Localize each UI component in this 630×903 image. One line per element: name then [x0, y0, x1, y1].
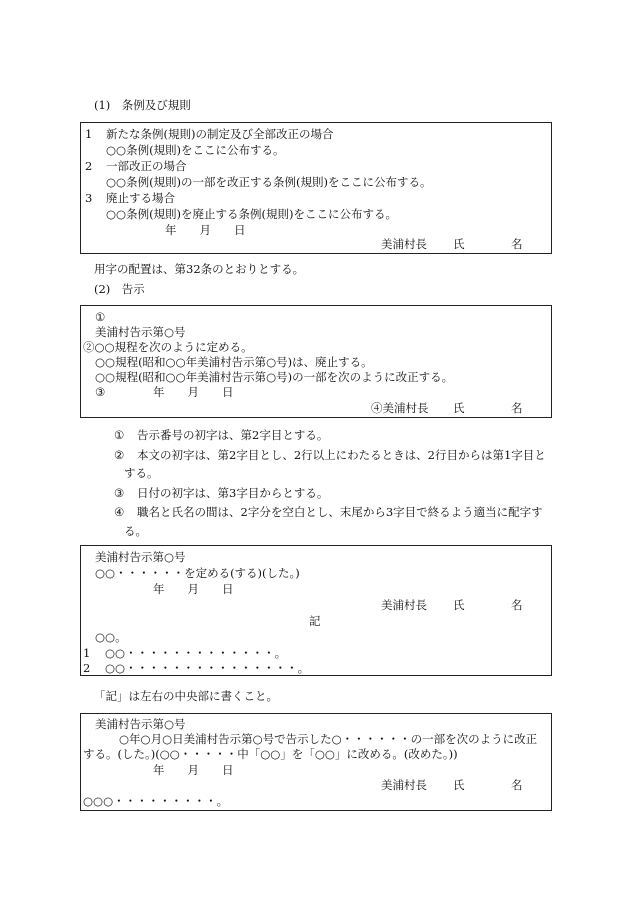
- notice-line-1: ②○○規程を次のように定める。: [83, 340, 253, 354]
- example-signer-given: 名: [511, 598, 523, 612]
- amendment-last-line: ○○○・・・・・・・・・。: [83, 794, 229, 808]
- section2-heading: (2) 告示: [94, 282, 145, 296]
- amendment-date: 年 月 日: [153, 763, 234, 777]
- notice-signer-surname: 氏: [453, 401, 465, 415]
- signer-name-given: 名: [511, 237, 523, 251]
- example-item-2: ○○・・・・・・・・・・・・・・・。: [105, 661, 310, 675]
- item1-number: 1: [85, 127, 93, 141]
- marker-1: ①: [95, 310, 106, 324]
- rule-2-number: ②: [114, 448, 125, 462]
- notice-example-box: [80, 545, 552, 676]
- item1-body: ○○条例(規則)をここに公布する。: [106, 143, 285, 157]
- example-signer-title: 美浦村長: [381, 598, 427, 612]
- notice-date: 年 月 日: [153, 385, 234, 399]
- notice-number: 美浦村告示第○号: [95, 325, 186, 339]
- notice-box: [80, 305, 552, 418]
- item1-title: 新たな条例(規則)の制定及び全部改正の場合: [106, 127, 334, 141]
- rule-4-text: 職名と氏名の間は、2字分を空白とし、末尾から3字目で終るよう適当に配字す: [137, 505, 543, 519]
- section1-heading: (1) 条例及び規則: [94, 98, 191, 112]
- example-item-1: ○○・・・・・・・・・・・・・。: [105, 646, 287, 660]
- example-date: 年 月 日: [153, 582, 234, 596]
- notice-signer-title: ④美浦村長: [371, 401, 429, 415]
- ki-label: 記: [309, 614, 321, 628]
- rule-3-number: ③: [114, 486, 125, 500]
- example-number: 美浦村告示第○号: [95, 550, 186, 564]
- amendment-body-1: ○年○月○日美浦村告示第○号で告示した○・・・・・・の一部を次のように改正: [119, 732, 538, 746]
- example-item-1-number: 1: [83, 646, 91, 660]
- amendment-signer-surname: 氏: [453, 778, 465, 792]
- amendment-signer-given: 名: [511, 778, 523, 792]
- notice-line-3: ○○規程(昭和○○年美浦村告示第○号)の一部を次のように改正する。: [95, 370, 454, 384]
- rule-2-continuation: する。: [124, 466, 159, 480]
- date-line: 年 月 日: [165, 223, 246, 237]
- amendment-notice-box: [80, 713, 552, 811]
- signer-name-surname: 氏: [453, 237, 465, 251]
- item2-body: ○○条例(規則)の一部を改正する条例(規則)をここに公布する。: [106, 175, 432, 189]
- example-title: ○○・・・・・・を定める(する)(した。): [95, 566, 300, 580]
- layout-note: 用字の配置は、第32条のとおりとする。: [94, 262, 305, 276]
- rule-1-text: 告示番号の初字は、第2字目とする。: [137, 428, 329, 442]
- item3-title: 廃止する場合: [106, 191, 175, 205]
- marker-3: ③: [95, 385, 106, 399]
- amendment-number: 美浦村告示第○号: [95, 717, 186, 731]
- example-item-2-number: 2: [83, 661, 91, 675]
- notice-signer-given: 名: [511, 401, 523, 415]
- example-signer-surname: 氏: [453, 598, 465, 612]
- item3-body: ○○条例(規則)を廃止する条例(規則)をここに公布する。: [106, 207, 398, 221]
- ordinance-box: [80, 122, 552, 254]
- amendment-signer-title: 美浦村長: [381, 778, 427, 792]
- rule-2-text: 本文の初字は、第2字目とし、2行以上にわたるときは、2行目からは第1字目と: [137, 448, 546, 462]
- amendment-body-2: する。(した。)(○○・・・・・中「○○」を「○○」に改める。(改めた。)): [83, 747, 458, 761]
- ki-note: 「記」は左右の中央部に書くこと。: [94, 689, 278, 703]
- rule-4-continuation: る。: [124, 524, 147, 538]
- item2-number: 2: [85, 159, 93, 173]
- notice-line-2: ○○規程(昭和○○年美浦村告示第○号)は、廃止する。: [95, 355, 373, 369]
- example-item-0: ○○。: [95, 630, 127, 644]
- rule-1-number: ①: [114, 428, 125, 442]
- item3-number: 3: [85, 191, 93, 205]
- item2-title: 一部改正の場合: [106, 159, 187, 173]
- rule-4-number: ④: [114, 505, 125, 519]
- rule-3-text: 日付の初字は、第3字目からとする。: [137, 486, 329, 500]
- signer-title: 美浦村長: [381, 237, 427, 251]
